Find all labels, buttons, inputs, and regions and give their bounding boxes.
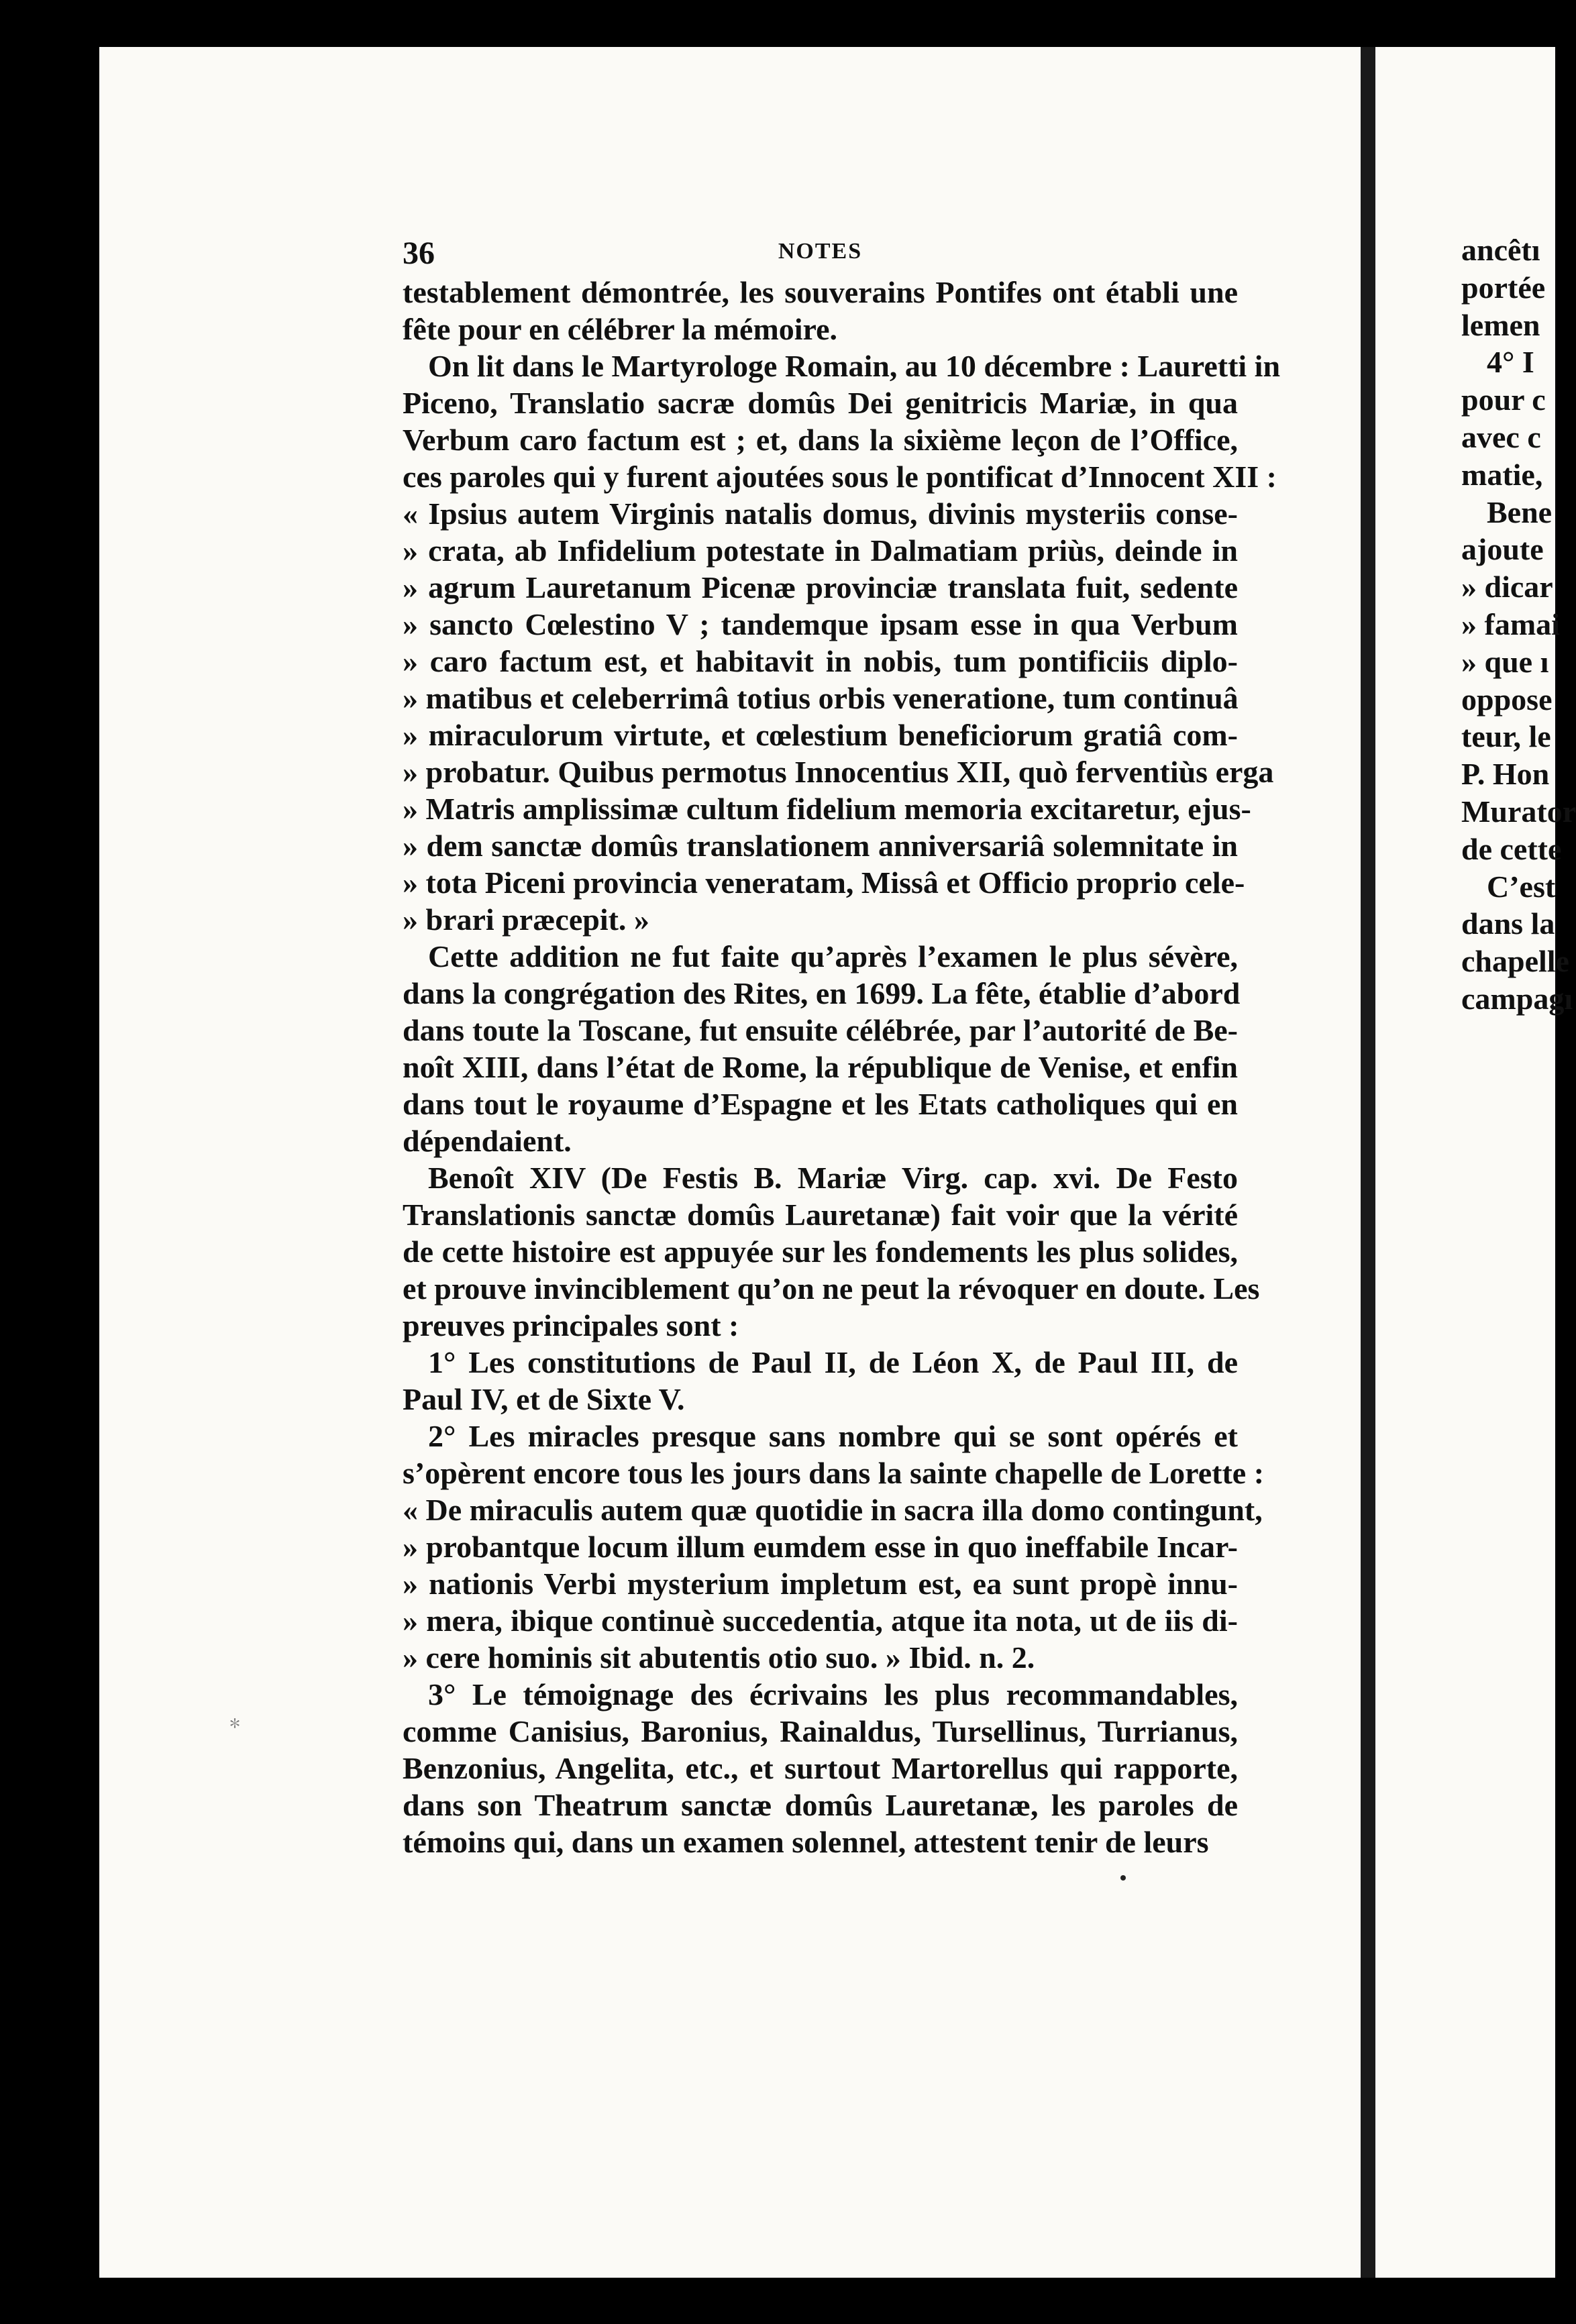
text-line: noît XIII, dans l’état de Rome, la république de Venise, et enfin (403, 1050, 1238, 1084)
text-line: testablement démontrée, les souverains Pontifes ont établi une (403, 275, 1238, 309)
facing-line: de cette (1461, 831, 1562, 866)
facing-line: Murator (1461, 794, 1576, 829)
text-line: Cette addition ne fut faite qu’après l’examen le plus sévère, (428, 939, 1238, 973)
text-line: » nationis Verbi mysterium impletum est, ea sunt propè innu- (403, 1567, 1238, 1601)
facing-line: » dicar (1461, 570, 1553, 604)
text-line: » tota Piceni provincia veneratam, Missâ et Officio proprio cele- (403, 865, 1245, 900)
scan-speck: ﹡ (220, 1709, 250, 1742)
text-line: » caro factum est, et habitavit in nobis, tum pontificiis diplo- (403, 644, 1238, 678)
text-line: dans toute la Toscane, fut ensuite célébrée, par l’autorité de Be- (403, 1013, 1238, 1047)
page-number: 36 (403, 235, 435, 271)
text-line: On lit dans le Martyrologe Romain, au 10 décembre : Lauretti in (428, 349, 1281, 383)
facing-line: C’est (1487, 869, 1556, 904)
text-line: comme Canisius, Baronius, Rainaldus, Tursellinus, Turrianus, (403, 1714, 1238, 1748)
text-line: témoins qui, dans un examen solennel, attestent tenir de leurs (403, 1825, 1209, 1859)
text-line: 2° Les miracles presque sans nombre qui se sont opérés et (428, 1419, 1238, 1453)
text-line: Translationis sanctæ domûs Lauretanæ) fait voir que la vérité (403, 1198, 1238, 1232)
text-line: » miraculorum virtute, et cœlestium beneficiorum gratiâ com- (403, 718, 1238, 752)
facing-line: matie, (1461, 457, 1543, 492)
facing-line: ancêtı (1461, 233, 1540, 267)
text-line: » matibus et celeberrimâ totius orbis veneratione, tum continuâ (403, 681, 1239, 715)
text-line: dans son Theatrum sanctæ domûs Lauretanæ, les paroles de (403, 1788, 1238, 1822)
facing-line: » famai (1461, 606, 1560, 641)
ink-dot (1120, 1875, 1126, 1881)
text-line: » cere hominis sit abutentis otio suo. » Ibid. n. 2. (403, 1640, 1035, 1675)
text-line: » agrum Lauretanum Picenæ provinciæ translata fuit, sedente (403, 570, 1238, 604)
facing-line: avec c (1461, 419, 1541, 454)
facing-line: dans la (1461, 906, 1555, 941)
facing-line: Bene (1487, 494, 1553, 529)
text-line: de cette histoire est appuyée sur les fondements les plus solides, (403, 1234, 1238, 1269)
facing-line: » que ı (1461, 644, 1549, 679)
text-line: » probatur. Quibus permotus Innocentius XII, quò ferventiùs erga (403, 755, 1274, 789)
facing-line: P. Hon (1461, 757, 1550, 792)
text-line: et prouve invinciblement qu’on ne peut la révoquer en doute. Les (403, 1271, 1260, 1306)
book-gutter (1361, 47, 1375, 2278)
text-line: 1° Les constitutions de Paul II, de Léon X, de Paul III, de (428, 1345, 1238, 1379)
text-line: » Matris amplissimæ cultum fidelium memoria excitaretur, ejus- (403, 792, 1251, 826)
text-line: ces paroles qui y furent ajoutées sous le pontificat d’Innocent XII : (403, 460, 1277, 494)
text-line: s’opèrent encore tous les jours dans la sainte chapelle de Lorette : (403, 1456, 1265, 1490)
facing-line: chapelle (1461, 944, 1569, 979)
facing-line: pour c (1461, 382, 1546, 417)
text-line: » sancto Cœlestino V ; tandemque ipsam esse in qua Verbum (403, 607, 1238, 641)
text-line: fête pour en célébrer la mémoire. (403, 312, 838, 346)
text-line: dépendaient. (403, 1124, 572, 1158)
text-line: dans la congrégation des Rites, en 1699. La fête, établie d’abord (403, 976, 1241, 1010)
text-line: « De miraculis autem quæ quotidie in sacra illa domo contingunt, (403, 1493, 1263, 1527)
facing-line: campagı (1461, 981, 1573, 1016)
facing-line: 4° I (1487, 345, 1534, 380)
facing-page-text (1461, 231, 1576, 1018)
text-line: « Ipsius autem Virginis natalis domus, divinis mysteriis conse- (403, 496, 1238, 531)
facing-line: ajoute (1461, 532, 1544, 567)
text-line: » probantque locum illum eumdem esse in quo ineffabile Incar- (403, 1530, 1238, 1564)
text-line: » mera, ibique continuè succedentia, atque ita nota, ut de iis di- (403, 1603, 1238, 1638)
text-line: Benzonius, Angelita, etc., et surtout Martorellus qui rapporte, (403, 1751, 1238, 1785)
text-line: dans tout le royaume d’Espagne et les Etats catholiques qui en (403, 1087, 1238, 1121)
page-header (403, 235, 1238, 275)
page-body-text (403, 274, 1281, 1860)
text-line: » crata, ab Infidelium potestate in Dalmatiam priùs, deinde in (403, 533, 1238, 568)
text-line: 3° Le témoignage des écrivains les plus recommandables, (428, 1677, 1238, 1711)
text-line: » brari præcepit. » (403, 902, 649, 937)
text-line: Verbum caro factum est ; et, dans la sixième leçon de l’Office, (403, 423, 1238, 457)
facing-line: lemen (1461, 307, 1540, 342)
facing-line: teur, le (1461, 719, 1551, 754)
text-line: Piceno, Translatio sacræ domûs Dei genitricis Mariæ, in qua (403, 386, 1238, 420)
facing-line: oppose (1461, 682, 1553, 717)
text-line: Paul IV, et de Sixte V. (403, 1382, 685, 1416)
running-head: NOTES (778, 239, 863, 264)
text-line: preuves principales sont : (403, 1308, 739, 1342)
text-line: Benoît XIV (De Festis B. Mariæ Virg. cap. xvi. De Festo (428, 1161, 1238, 1195)
facing-line: portée (1461, 270, 1546, 305)
text-line: » dem sanctæ domûs translationem anniversariâ solemnitate in (403, 829, 1238, 863)
